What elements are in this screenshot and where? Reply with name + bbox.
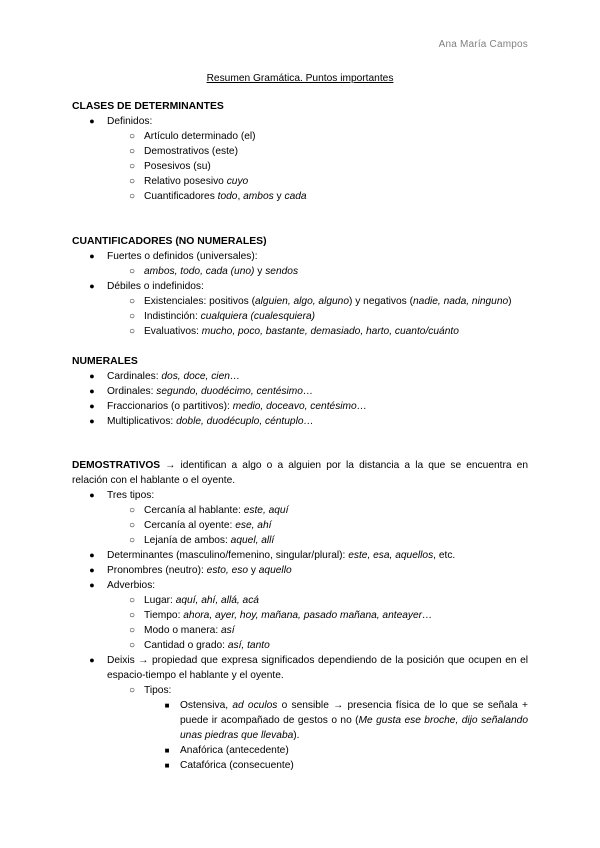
list-item-relativo: ○ Relativo posesivo cuyo xyxy=(72,174,528,189)
list-item-multiplicativos: ● Multiplicativos: doble, duodécuplo, céntuplo… xyxy=(72,414,528,429)
list-item-debiles: ● Débiles o indefinidos: xyxy=(72,279,528,294)
list-item-cantidad: ○ Cantidad o grado: así, tanto xyxy=(72,638,528,653)
list-item-deixis: ● Deixis → propiedad que expresa significados dependiendo de la posición que ocupen en el espacio-tiempo el hablante y el oyente. xyxy=(72,653,528,683)
disc-bullet-icon: ● xyxy=(89,655,95,665)
list-item-tipos: ○ Tipos: xyxy=(72,683,528,698)
disc-bullet-icon: ● xyxy=(89,401,95,411)
circle-bullet-icon: ○ xyxy=(128,595,136,606)
disc-bullet-icon: ● xyxy=(89,116,95,126)
list-item-modo: ○ Modo o manera: así xyxy=(72,623,528,638)
page-title: Resumen Gramática. Puntos importantes xyxy=(206,73,394,84)
disc-bullet-icon: ● xyxy=(89,371,95,381)
list-item-posesivos: ○ Posesivos (su) xyxy=(72,159,528,174)
circle-bullet-icon: ○ xyxy=(128,161,136,172)
list-item-definidos: ● Definidos: xyxy=(72,114,528,129)
demostrativos-intro: DEMOSTRATIVOS → identifican a algo o a alguien por la distancia a la que se encuentra en relación con el hablante o el oyente. xyxy=(72,460,528,486)
list-item-adverbios: ● Adverbios: xyxy=(72,578,528,593)
disc-bullet-icon: ● xyxy=(89,580,95,590)
disc-bullet-icon: ● xyxy=(89,251,95,261)
circle-bullet-icon: ○ xyxy=(128,640,136,651)
list-item-determinantes: ● Determinantes (masculino/femenino, singular/plural): este, esa, aquellos, etc. xyxy=(72,548,528,563)
heading-demostrativos: DEMOSTRATIVOS xyxy=(72,460,161,471)
list-item-ordinales: ● Ordinales: segundo, duodécimo, centésimo… xyxy=(72,384,528,399)
list-item-cardinales: ● Cardinales: dos, doce, cien… xyxy=(72,369,528,384)
circle-bullet-icon: ○ xyxy=(128,191,136,202)
circle-bullet-icon: ○ xyxy=(128,326,136,337)
list-item-tiempo: ○ Tiempo: ahora, ayer, hoy, mañana, pasado mañana, anteayer… xyxy=(72,608,528,623)
heading-cuantificadores: CUANTIFICADORES (NO NUMERALES) xyxy=(72,236,267,247)
list-item-cuantificadores: ○ Cuantificadores todo, ambos y cada xyxy=(72,189,528,204)
list-item-cataforica: ■ Catafórica (consecuente) xyxy=(72,758,528,773)
square-bullet-icon: ■ xyxy=(164,701,170,710)
circle-bullet-icon: ○ xyxy=(128,505,136,516)
circle-bullet-icon: ○ xyxy=(128,625,136,636)
list-item-articulo: ○ Artículo determinado (el) xyxy=(72,129,528,144)
circle-bullet-icon: ○ xyxy=(128,610,136,621)
disc-bullet-icon: ● xyxy=(89,281,95,291)
circle-bullet-icon: ○ xyxy=(128,296,136,307)
list-item-demostrativos: ○ Demostrativos (este) xyxy=(72,144,528,159)
circle-bullet-icon: ○ xyxy=(128,131,136,142)
author-name: Ana María Campos xyxy=(438,39,528,50)
disc-bullet-icon: ● xyxy=(89,490,95,500)
disc-bullet-icon: ● xyxy=(89,565,95,575)
square-bullet-icon: ■ xyxy=(164,761,170,770)
heading-numerales: NUMERALES xyxy=(72,356,138,367)
circle-bullet-icon: ○ xyxy=(128,685,136,696)
square-bullet-icon: ■ xyxy=(164,746,170,755)
list-demostrativos xyxy=(72,488,528,773)
list-item-indistincion: ○ Indistinción: cualquiera (cualesquiera) xyxy=(72,309,528,324)
list-item-fuertes: ● Fuertes o definidos (universales): xyxy=(72,249,528,264)
circle-bullet-icon: ○ xyxy=(128,311,136,322)
circle-bullet-icon: ○ xyxy=(128,176,136,187)
list-item-evaluativos: ○ Evaluativos: mucho, poco, bastante, demasiado, harto, cuanto/cuánto xyxy=(72,324,528,339)
heading-clases-determinantes: CLASES DE DETERMINANTES xyxy=(72,101,224,112)
document-body xyxy=(72,99,528,773)
list-cuantificadores xyxy=(72,249,528,339)
list-item-tres-tipos: ● Tres tipos: xyxy=(72,488,528,503)
list-item-ostensiva: ■ Ostensiva, ad oculos o sensible → presencia física de lo que se señala + puede ir acompañado de gestos o no (Me gusta ese broche, dijo señalando unas piedras que llevaba). xyxy=(72,698,528,743)
disc-bullet-icon: ● xyxy=(89,550,95,560)
list-numerales xyxy=(72,369,528,429)
disc-bullet-icon: ● xyxy=(89,416,95,426)
list-item-anaforica: ■ Anafórica (antecedente) xyxy=(72,743,528,758)
list-clases xyxy=(72,114,528,204)
circle-bullet-icon: ○ xyxy=(128,535,136,546)
circle-bullet-icon: ○ xyxy=(128,146,136,157)
list-item-cercania-oyente: ○ Cercanía al oyente: ese, ahí xyxy=(72,518,528,533)
circle-bullet-icon: ○ xyxy=(128,266,136,277)
disc-bullet-icon: ● xyxy=(89,386,95,396)
circle-bullet-icon: ○ xyxy=(128,520,136,531)
list-item-fuertes-ejemplos: ○ ambos, todo, cada (uno) y sendos xyxy=(72,264,528,279)
list-item-pronombres: ● Pronombres (neutro): esto, eso y aquello xyxy=(72,563,528,578)
list-item-lugar: ○ Lugar: aquí, ahí, allá, acá xyxy=(72,593,528,608)
list-item-cercania-hablante: ○ Cercanía al hablante: este, aquí xyxy=(72,503,528,518)
list-item-fraccionarios: ● Fraccionarios (o partitivos): medio, doceavo, centésimo… xyxy=(72,399,528,414)
list-item-lejania: ○ Lejanía de ambos: aquel, allí xyxy=(72,533,528,548)
list-item-existenciales: ○ Existenciales: positivos (alguien, algo, alguno) y negativos (nadie, nada, ninguno) xyxy=(72,294,528,309)
